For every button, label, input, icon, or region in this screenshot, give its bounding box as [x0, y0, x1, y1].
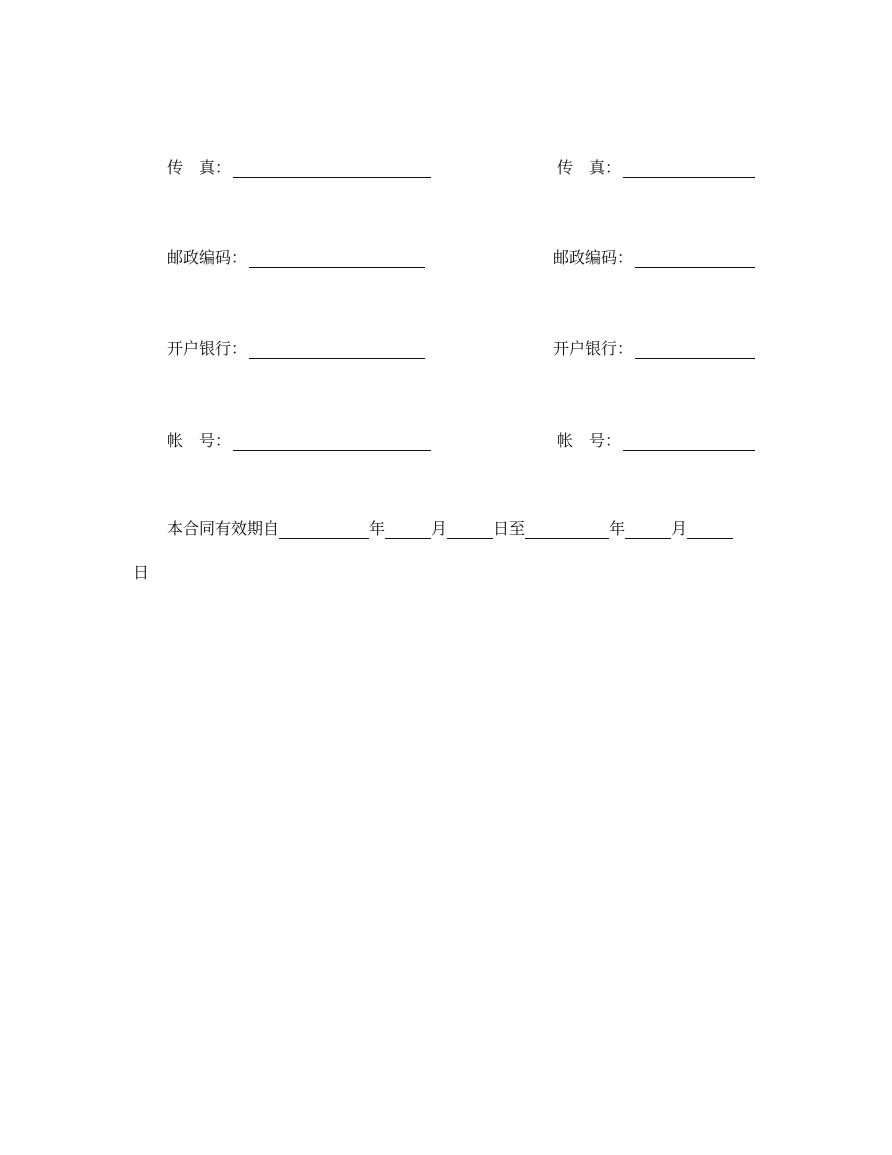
right-account-label: 帐 号： [557, 431, 622, 450]
start-day-label: 日至 [493, 519, 526, 538]
left-bank-label: 开户银行： [167, 339, 248, 358]
start-month-blank[interactable] [385, 520, 431, 539]
left-postal-label: 邮政编码： [167, 248, 248, 267]
left-bank-field [167, 329, 425, 359]
left-account-blank[interactable] [233, 432, 431, 451]
bank-row [0, 329, 892, 359]
left-bank-blank[interactable] [249, 340, 425, 359]
start-day-blank[interactable] [447, 520, 493, 539]
right-postal-field [553, 238, 755, 268]
left-postal-field [167, 238, 425, 268]
right-bank-field [553, 329, 755, 359]
end-day-label: 日 [133, 563, 150, 582]
end-day-blank[interactable] [687, 520, 733, 539]
right-postal-label: 邮政编码： [553, 248, 634, 267]
fax-row [0, 148, 892, 178]
left-account-field [167, 421, 431, 451]
start-year-blank[interactable] [279, 520, 369, 539]
right-postal-blank[interactable] [635, 249, 755, 268]
right-bank-label: 开户银行： [553, 339, 634, 358]
right-fax-field [557, 148, 755, 178]
validity-line [167, 515, 733, 539]
start-year-label: 年 [369, 519, 386, 538]
right-fax-blank[interactable] [623, 159, 755, 178]
end-year-label: 年 [609, 519, 626, 538]
right-fax-label: 传 真： [557, 158, 622, 177]
end-month-label: 月 [671, 519, 688, 538]
postal-row [0, 238, 892, 268]
right-account-blank[interactable] [623, 432, 755, 451]
right-bank-blank[interactable] [635, 340, 755, 359]
right-account-field [557, 421, 755, 451]
validity-period [0, 515, 892, 585]
left-fax-label: 传 真： [167, 158, 232, 177]
account-row [0, 421, 892, 451]
end-month-blank[interactable] [625, 520, 671, 539]
left-fax-field [167, 148, 431, 178]
validity-prefix: 本合同有效期自 [167, 519, 280, 538]
left-postal-blank[interactable] [249, 249, 425, 268]
start-month-label: 月 [431, 519, 448, 538]
left-account-label: 帐 号： [167, 431, 232, 450]
left-fax-blank[interactable] [233, 159, 431, 178]
end-year-blank[interactable] [525, 520, 609, 539]
